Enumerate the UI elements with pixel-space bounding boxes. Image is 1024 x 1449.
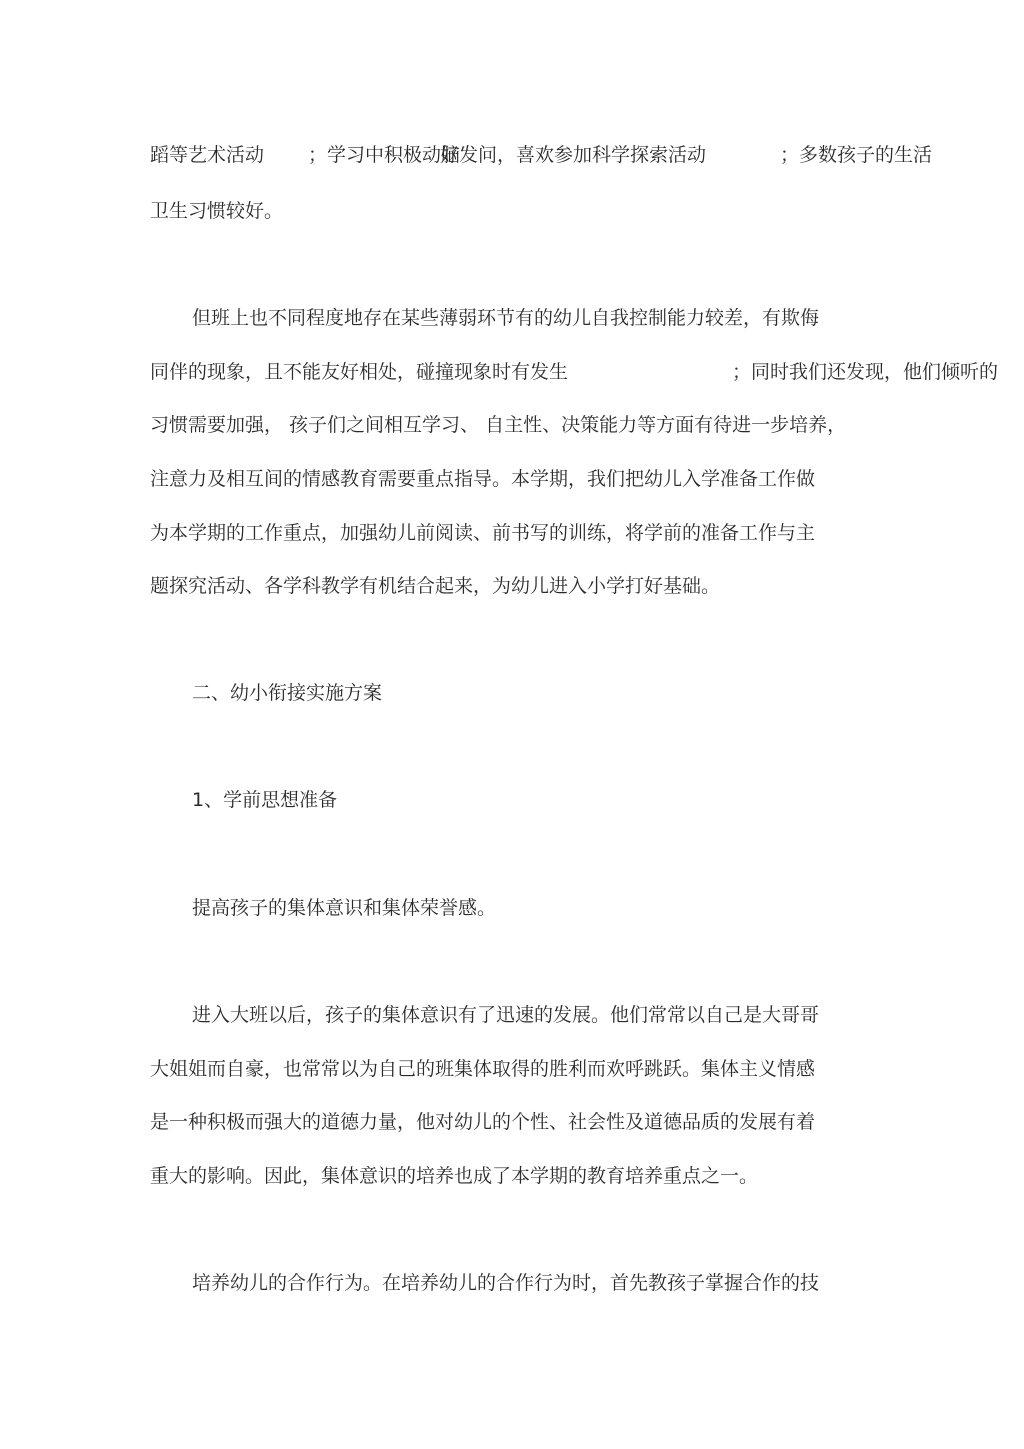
paragraph-first-line: 但班上也不同程度地存在某些薄弱环节有的幼儿自我控制能力较差，有欺侮 (192, 307, 820, 329)
text-segment: ；多数孩子的生活 (780, 144, 933, 166)
text-line: 重大的影响。因此，集体意识的培养也成了本学期的教育培养重点之一。 (150, 1165, 759, 1187)
paragraph-first-line: 进入大班以后，孩子的集体意识有了迅速的发展。他们常常以自己是大哥哥 (192, 1004, 820, 1026)
text-segment: ；学习中积极动脑 (308, 144, 461, 166)
text-segment: 同伴的现象，且不能友好相处，碰撞现象时有发生 (150, 361, 569, 383)
paragraph-first-line: 提高孩子的集体意识和集体荣誉感。 (192, 897, 497, 919)
text-line: 卫生习惯较好。 (150, 200, 284, 222)
text-line: 是一种积极而强大的道德力量，他对幼儿的个性、社会性及道德品质的发展有着 (150, 1111, 816, 1133)
text-segment: 蹈等艺术活动 (150, 144, 265, 166)
text-line: 习惯需要加强， 孩子们之间相互学习、 自主性、决策能力等方面有待进一步培养， (150, 414, 847, 436)
text-line: 题探究活动、各学科教学有机结合起来，为幼儿进入小学打好基础。 (150, 575, 721, 597)
text-segment: ；同时我们还发现，他们倾听的 (732, 361, 999, 383)
section-heading: 二、幼小衔接实施方案 (192, 682, 383, 704)
text-line: 为本学期的工作重点，加强幼儿前阅读、前书写的训练，将学前的准备工作与主 (150, 522, 816, 544)
subsection-heading: 1、学前思想准备 (192, 789, 338, 811)
paragraph-first-line: 培养幼儿的合作行为。在培养幼儿的合作行为时，首先教孩子掌握合作的技 (192, 1272, 820, 1294)
text-line: 注意力及相互间的情感教育需要重点指导。本学期，我们把幼儿入学准备工作做 (150, 468, 816, 490)
text-line: 大姐姐而自豪，也常常以为自己的班集体取得的胜利而欢呼跳跃。集体主义情感 (150, 1058, 816, 1080)
text-segment: 好发问，喜欢参加科学探索活动 (440, 144, 707, 166)
